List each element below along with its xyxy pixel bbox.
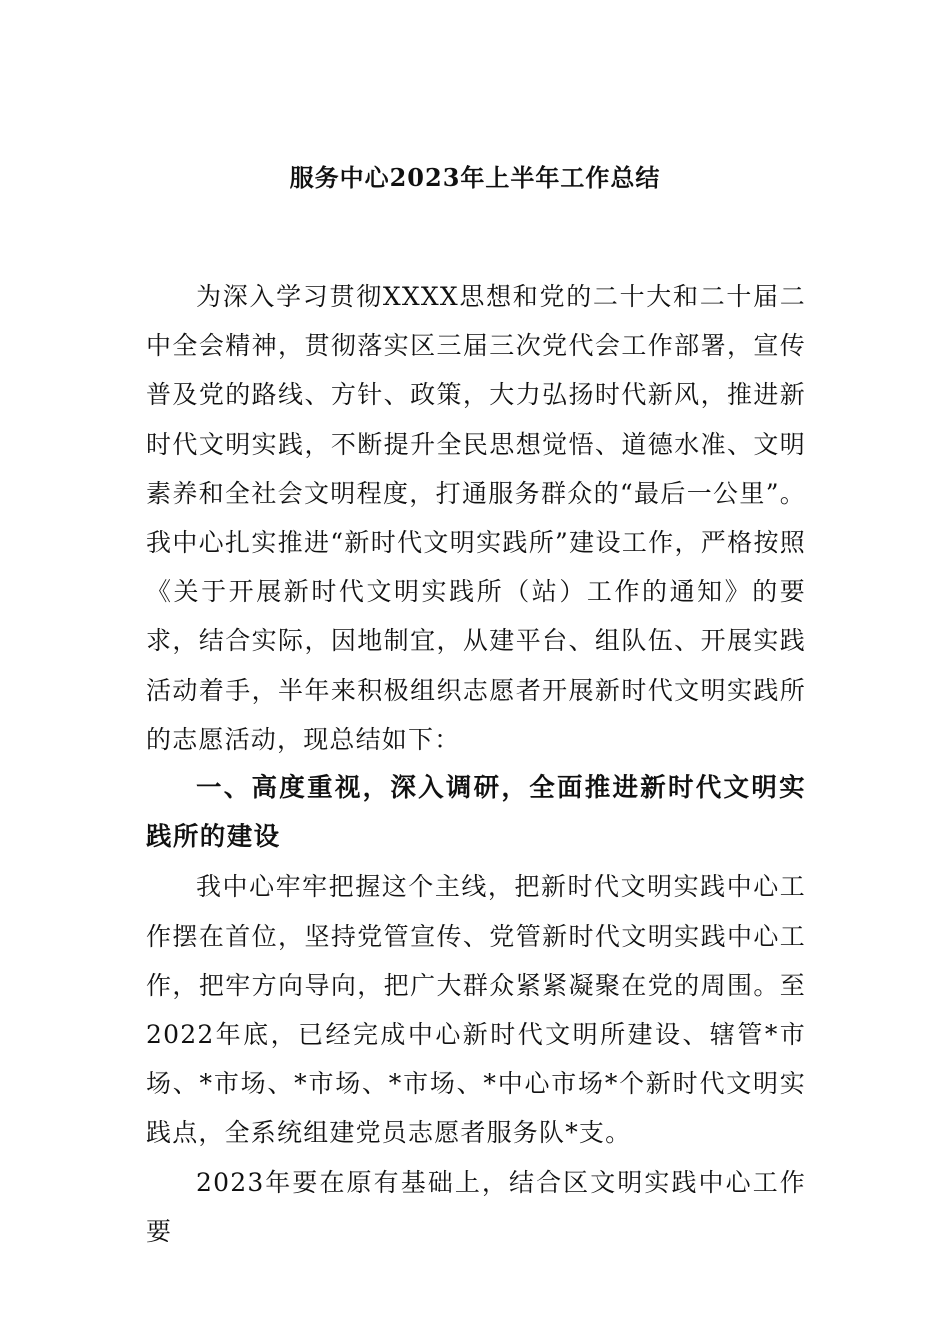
intro-paragraph: 为深入学习贯彻XXXX思想和党的二十大和二十届二中全会精神，贯彻落实区三届三次党代会工作部署，宣传普及党的路线、方针、政策，大力弘扬时代新风，推进新时代文明实践，不断提升全民思想觉悟、道德水准、文明素养和全社会文明程度，打通服务群众的“最后一公里”。我中心扎实推进“新时代文明实践所”建设工作，严格按照《关于开展新时代文明实践所（站）工作的通知》的要求，结合实际，因地制宜，从建平台、组队伍、开展实践活动着手，半年来积极组织志愿者开展新时代文明实践所的志愿活动，现总结如下： [146,282,806,754]
document-body [146,272,806,1256]
section-paragraph: 我中心牢牢把握这个主线，把新时代文明实践中心工作摆在首位，坚持党管宣传、党管新时代文明实践中心工作，把牢方向导向，把广大群众紧紧凝聚在党的周围。至2022年底，已经完成中心新时代文明所建设、辖管*市场、*市场、*市场、*市场、*中心市场*个新时代文明实践点，全系统组建党员志愿者服务队*支。 [146,872,806,1148]
document-title: 服务中心2023年上半年工作总结 [289,163,661,192]
section-heading: 一、高度重视，深入调研，全面推进新时代文明实践所的建设 [146,773,806,853]
section-paragraph-continued: 2023年要在原有基础上，结合区文明实践中心工作要 [146,1167,806,1246]
